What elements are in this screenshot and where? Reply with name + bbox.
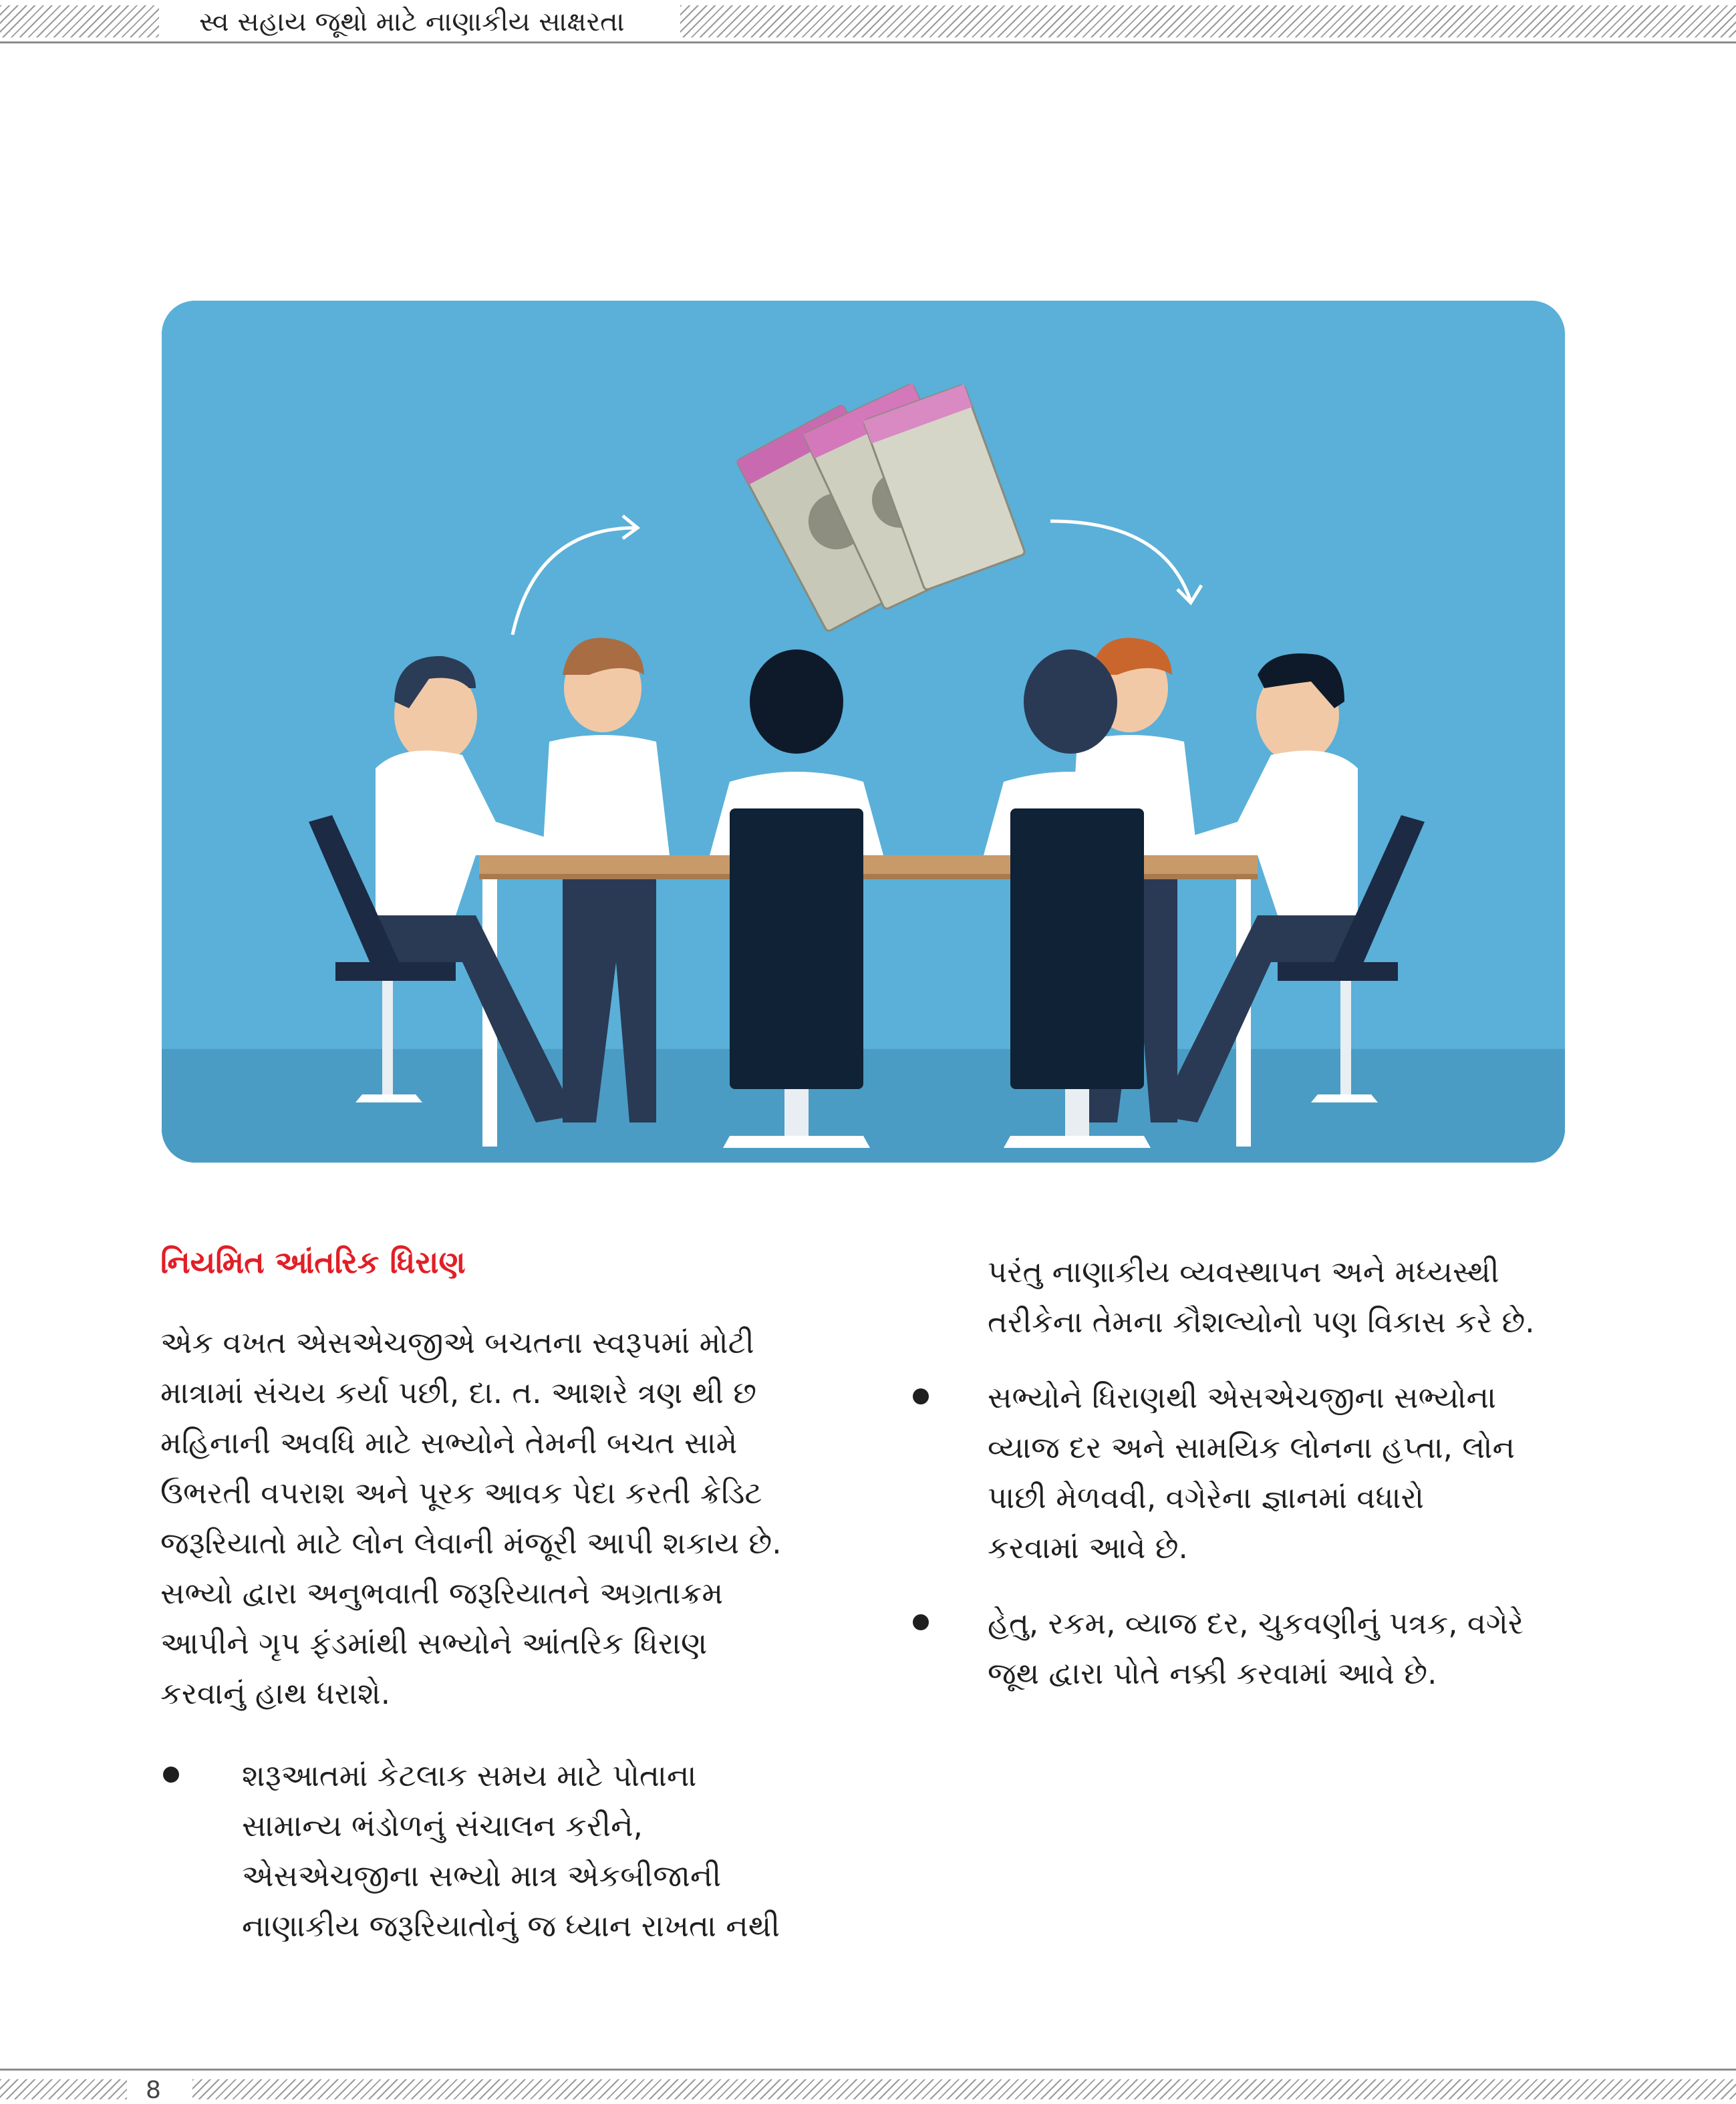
bullet-line: હેતુ, રકમ, વ્યાજ દર, ચુકવણીનું પત્રક, વગેરે (988, 1606, 1524, 1641)
intro-line: મહિનાની અવધિ માટે સભ્યોને તેમની બચત સામે (160, 1425, 738, 1461)
section-heading: નિયમિત આંતરિક ધિરાણ (160, 1244, 466, 1280)
header-hatch-left (0, 5, 159, 37)
header-hatch-right (680, 5, 1736, 37)
bullet-line: સભ્યોને ધિરાણથી એસએચજીના સભ્યોના (988, 1380, 1497, 1415)
bullet-line: સામાન્ય ભંડોળનું સંચાલન કરીને, (242, 1808, 643, 1843)
intro-line: કરવાનું હાથ ધરાશે. (160, 1676, 391, 1711)
header-title: સ્વ સહાય જૂથો માટે નાણાકીય સાક્ષરતા (199, 7, 625, 37)
intro-line: સભ્યો દ્વારા અનુભવાતી જરૂરિયાતને અગ્રતાક્રમ (160, 1575, 724, 1611)
continuation-line: પરંતુ નાણાકીય વ્યવસ્થાપન અને મધ્યસ્થી (988, 1254, 1499, 1290)
intro-line: જરૂરિયાતો માટે લોન લેવાની મંજૂરી આપી શકાય છે. (160, 1525, 782, 1561)
bullet-dot (913, 1614, 929, 1630)
bullet-dot (913, 1388, 929, 1404)
intro-line: ઉભરતી વપરાશ અને પૂરક આવક પેદા કરતી ક્રેડિટ (160, 1475, 762, 1511)
bullet-line: એસએચજીના સભ્યો માત્ર એકબીજાની (242, 1858, 722, 1894)
meeting-table-money-icon (162, 301, 1565, 1163)
bullet-line: પાછી મેળવવી, વગેરેના જ્ઞાનમાં વધારો (988, 1480, 1425, 1515)
bullet-line: શરૂઆતમાં કેટલાક સમય માટે પોતાના (242, 1758, 697, 1793)
bullet-line: વ્યાજ દર અને સામયિક લોનના હપ્તા, લોન (988, 1430, 1515, 1465)
page-number: 8 (146, 2077, 161, 2104)
intro-line: એક વખત એસએચજીએ બચતના સ્વરૂપમાં મોટી (160, 1325, 754, 1360)
intro-line: માત્રામાં સંચય કર્યા પછી, દા. ત. આશરે ત્રણ થી છ (160, 1375, 757, 1410)
meeting-illustration (162, 301, 1565, 1163)
footer-hatch-left (0, 2079, 127, 2099)
intro-line: આપીને ગૃપ ફંડમાંથી સભ્યોને આંતરિક ધિરાણ (160, 1626, 708, 1661)
continuation-line: તરીકેના તેમના કૌશલ્યોનો પણ વિકાસ કરે છે. (988, 1304, 1535, 1340)
bullet-line: નાણાકીય જરૂરિયાતોનું જ ધ્યાન રાખતા નથી (242, 1908, 780, 1944)
footer-hatch-right (192, 2079, 1736, 2099)
header-rule (0, 41, 1736, 43)
bullet-line: કરવામાં આવે છે. (988, 1530, 1188, 1565)
bullet-dot (163, 1767, 179, 1783)
footer-rule (0, 2069, 1736, 2071)
bullet-line: જૂથ દ્વારા પોતે નક્કી કરવામાં આવે છે. (988, 1656, 1437, 1691)
